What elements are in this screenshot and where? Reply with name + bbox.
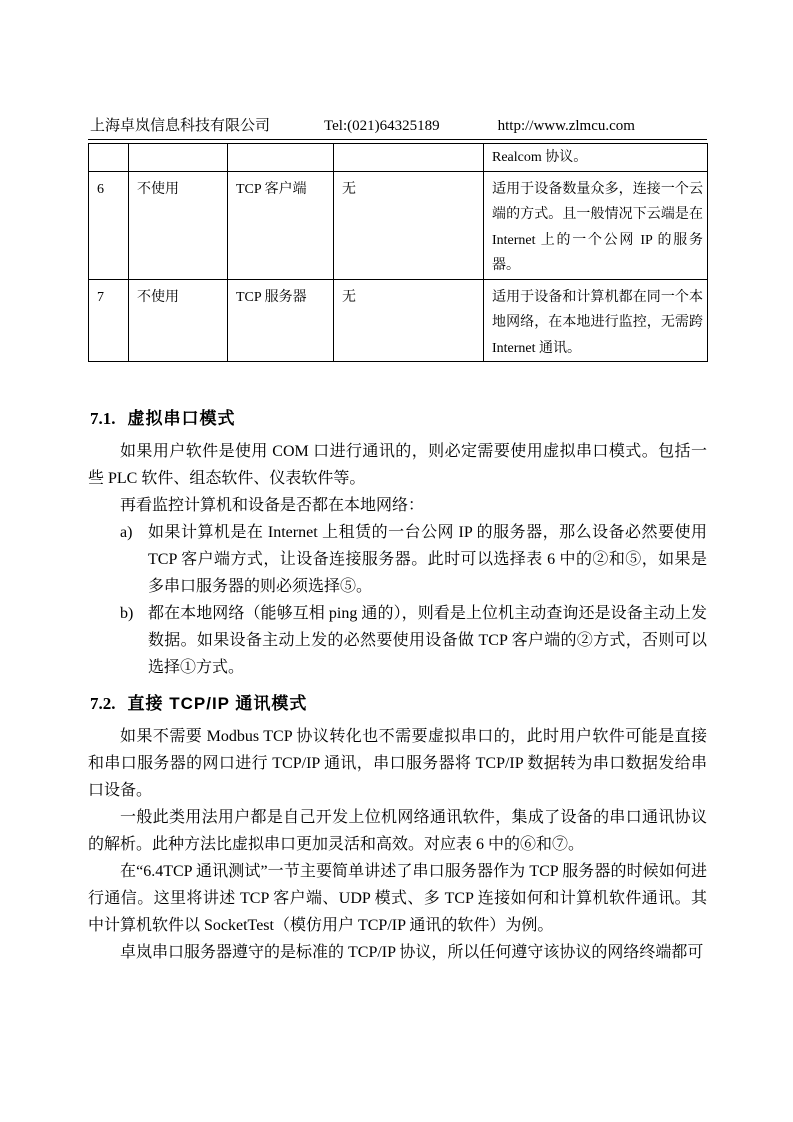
table-row — [89, 144, 708, 172]
cell-col4 — [334, 144, 484, 172]
page-content — [88, 0, 707, 966]
cell-index: 6 — [89, 171, 129, 279]
section-heading-7-1 — [90, 408, 707, 429]
cell-col2: 不使用 — [129, 279, 228, 362]
paragraph: 如果不需要 Modbus TCP 协议转化也不需要虚拟串口的，此时用户软件可能是直接和串口服务器的网口进行 TCP/IP 通讯，串口服务器将 TCP/IP 数据转为串口数据发给串口设备。 — [88, 728, 707, 799]
page-header — [88, 0, 707, 140]
section-title: 虚拟串口模式 — [127, 409, 236, 428]
section-heading-7-2 — [90, 693, 707, 714]
cell-description: 适用于设备数量众多，连接一个云端的方式。且一般情况下云端是在 Internet 上的一个公网 IP 的服务器。 — [484, 171, 708, 279]
company-name: 上海卓岚信息科技有限公司 — [90, 118, 271, 134]
cell-col3 — [228, 144, 334, 172]
cell-index — [89, 144, 129, 172]
header-telephone: Tel:(021)64325189 — [324, 118, 440, 134]
section-number: 7.1. — [90, 409, 116, 428]
section-title: 直接 TCP/IP 通讯模式 — [127, 694, 308, 713]
paragraph: 如果用户软件是使用 COM 口进行通讯的，则必定需要使用虚拟串口模式。包括一些 PLC 软件、组态软件、仪表软件等。 — [88, 443, 707, 487]
cell-index: 7 — [89, 279, 129, 362]
table-row — [89, 171, 708, 279]
table-row — [89, 279, 708, 362]
paragraph: 卓岚串口服务器遵守的是标准的 TCP/IP 协议，所以任何遵守该协议的网络终端都可 — [120, 944, 704, 961]
cell-col3: TCP 服务器 — [228, 279, 334, 362]
list-marker: b) — [120, 605, 134, 622]
list-item-a — [88, 519, 707, 600]
list-item-b — [88, 600, 707, 681]
paragraph: 在“6.4TCP 通讯测试”一节主要简单讲述了串口服务器作为 TCP 服务器的时候如何进行通信。这里将讲述 TCP 客户端、UDP 模式、多 TCP 连接如何和计算机软件通讯。其中计算机软件以 SocketTest（模仿用户 TCP/IP 通讯的软件）为例。 — [88, 863, 707, 934]
communication-modes-table — [88, 143, 708, 362]
cell-description: Realcom 协议。 — [484, 144, 708, 172]
list-marker: a) — [120, 524, 133, 541]
cell-description: 适用于设备和计算机都在同一个本地网络，在本地进行监控，无需跨 Internet 通讯。 — [484, 279, 708, 362]
section-number: 7.2. — [90, 694, 116, 713]
paragraph: 一般此类用法用户都是自己开发上位机网络通讯软件，集成了设备的串口通讯协议的解析。此种方法比虚拟串口更加灵活和高效。对应表 6 中的⑥和⑦。 — [88, 809, 707, 853]
cell-col4: 无 — [334, 171, 484, 279]
header-website: http://www.zlmcu.com — [497, 118, 635, 134]
cell-col3: TCP 客户端 — [228, 171, 334, 279]
list-item-text: 如果计算机是在 Internet 上租赁的一台公网 IP 的服务器，那么设备必然要使用 TCP 客户端方式，让设备连接服务器。此时可以选择表 6 中的②和⑤，如果是多串口服务器的则必须选择⑤。 — [148, 524, 707, 595]
cell-col2 — [129, 144, 228, 172]
paragraph: 再看监控计算机和设备是否都在本地网络： — [120, 497, 425, 514]
cell-col2: 不使用 — [129, 171, 228, 279]
cell-col4: 无 — [334, 279, 484, 362]
list-item-text: 都在本地网络（能够互相 ping 通的），则看是上位机主动查询还是设备主动上发数据。如果设备主动上发的必然要使用设备做 TCP 客户端的②方式，否则可以选择①方式。 — [148, 605, 707, 676]
